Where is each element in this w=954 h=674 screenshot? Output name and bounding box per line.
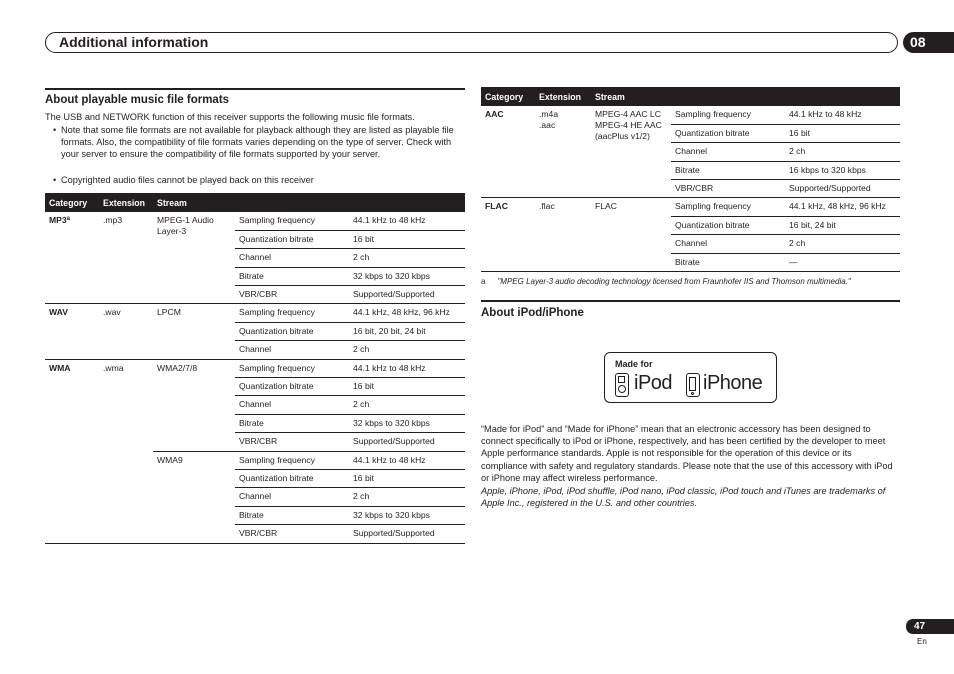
made-for-ipod-badge: [604, 352, 777, 403]
extension-cell: .flac: [535, 198, 591, 272]
stream-line: MPEG-4 HE AAC: [595, 120, 662, 130]
table-row: [481, 106, 900, 124]
stream-cell: WMA2/7/8: [153, 359, 235, 451]
prop-value: 44.1 kHz, 48 kHz, 96 kHz: [349, 304, 465, 322]
category-cell: MP3$^a$: [45, 212, 99, 304]
trademark-paragraph: Apple, iPhone, iPod, iPod shuffle, iPod nano, iPod classic, iPod touch and iTunes are trademarks of Apple Inc., registered in the U.S. and other countries.: [481, 486, 886, 509]
iphone-icon: [686, 373, 700, 397]
stream-line: (aacPlus v1/2): [595, 131, 650, 141]
prop-value: Supported/Supported: [349, 433, 465, 451]
prop-label: Channel: [235, 396, 349, 414]
prop-label: Sampling frequency: [235, 359, 349, 377]
prop-value: 44.1 kHz, 48 kHz, 96 kHz: [785, 198, 900, 216]
footnote: [481, 277, 901, 286]
col-extension: Extension: [535, 87, 591, 106]
section-title-ipod: About iPod/iPhone: [481, 307, 584, 319]
prop-label: Channel: [235, 488, 349, 506]
prop-value: 16 bit: [349, 378, 465, 396]
prop-label: Quantization bitrate: [671, 216, 785, 234]
prop-label: VBR/CBR: [235, 286, 349, 304]
stream-cell: [591, 106, 671, 198]
prop-label: Quantization bitrate: [235, 230, 349, 248]
prop-label: Channel: [235, 341, 349, 359]
prop-value: Supported/Supported: [785, 180, 900, 198]
stream-line: MPEG-4 AAC LC: [595, 109, 661, 119]
prop-value: 2 ch: [349, 249, 465, 267]
prop-value: 16 kbps to 320 kbps: [785, 161, 900, 179]
prop-value: 44.1 kHz to 48 kHz: [785, 106, 900, 124]
bullet-copyright: • Copyrighted audio files cannot be played back on this receiver: [45, 174, 465, 186]
category-cell: FLAC: [481, 198, 535, 272]
extension-cell: .mp3: [99, 212, 153, 304]
prop-value: 2 ch: [785, 143, 900, 161]
prop-value: 16 bit, 20 bit, 24 bit: [349, 322, 465, 340]
prop-value: 16 bit: [785, 124, 900, 142]
prop-value: 32 kbps to 320 kbps: [349, 414, 465, 432]
prop-value: 2 ch: [349, 488, 465, 506]
chapter-number: 08: [903, 32, 954, 53]
col-stream: Stream: [153, 193, 465, 212]
prop-label: Bitrate: [235, 414, 349, 432]
prop-label: Bitrate: [671, 253, 785, 271]
table-row: [45, 304, 465, 322]
prop-value: 2 ch: [349, 396, 465, 414]
prop-label: Bitrate: [671, 161, 785, 179]
footnote-text: "MPEG Layer-3 audio decoding technology licensed from Fraunhofer IIS and Thomson multimedia.": [497, 277, 851, 286]
prop-value: 44.1 kHz to 48 kHz: [349, 359, 465, 377]
category-cell: WMA: [45, 359, 99, 543]
prop-label: Quantization bitrate: [235, 469, 349, 487]
extension-cell: [535, 106, 591, 198]
prop-value: Supported/Supported: [349, 286, 465, 304]
prop-value: 44.1 kHz to 48 kHz: [349, 451, 465, 469]
prop-label: Sampling frequency: [235, 304, 349, 322]
right-format-table: [481, 87, 900, 272]
prop-value: 16 bit: [349, 230, 465, 248]
prop-label: Quantization bitrate: [235, 322, 349, 340]
extension-cell: .wma: [99, 359, 153, 543]
bullet-note: • Note that some file formats are not available for playback although they are listed as playable file formats. Also, the compatibility of file formats varies depending on the type of server. Check with your server to ensure the compatibility of file formats supported by your server.: [45, 124, 465, 161]
table-row: [45, 212, 465, 230]
prop-value: 16 bit: [349, 469, 465, 487]
extension-line: .aac: [539, 120, 556, 130]
prop-label: Bitrate: [235, 267, 349, 285]
prop-label: Bitrate: [235, 506, 349, 524]
prop-label: Sampling frequency: [671, 106, 785, 124]
category-cell: AAC: [481, 106, 535, 198]
stream-cell: WMA9: [153, 451, 235, 543]
badge-ipod-text: iPod: [634, 372, 673, 394]
col-category: Category: [45, 193, 99, 212]
stream-cell: MPEG-1 Audio Layer-3: [153, 212, 235, 304]
prop-value: 2 ch: [785, 235, 900, 253]
stream-cell: FLAC: [591, 198, 671, 272]
stream-cell: LPCM: [153, 304, 235, 359]
prop-label: Quantization bitrate: [235, 378, 349, 396]
prop-label: VBR/CBR: [235, 433, 349, 451]
extension-line: .m4a: [539, 109, 559, 119]
section-rule: [481, 300, 900, 302]
prop-label: Channel: [235, 249, 349, 267]
section-title-formats: About playable music file formats: [45, 94, 230, 106]
intro-text: The USB and NETWORK function of this receiver supports the following music file formats.: [45, 112, 415, 122]
prop-value: Supported/Supported: [349, 525, 465, 543]
prop-label: VBR/CBR: [235, 525, 349, 543]
prop-label: Sampling frequency: [235, 212, 349, 230]
col-extension: Extension: [99, 193, 153, 212]
footnote-mark: a: [481, 277, 486, 286]
prop-label: Sampling frequency: [671, 198, 785, 216]
prop-value: 16 bit, 24 bit: [785, 216, 900, 234]
prop-value: 32 kbps to 320 kbps: [349, 267, 465, 285]
left-format-table: [45, 193, 465, 544]
extension-cell: .wav: [99, 304, 153, 359]
table-row: [45, 359, 465, 377]
prop-label: Channel: [671, 235, 785, 253]
prop-value: —: [785, 253, 900, 271]
page-number: 47: [906, 619, 954, 634]
prop-value: 44.1 kHz to 48 kHz: [349, 212, 465, 230]
col-category: Category: [481, 87, 535, 106]
ipod-paragraph: “Made for iPod” and “Made for iPhone” mean that an electronic accessory has been designed to connect specifically to iPod or iPhone, respectively, and has been certified by the developer to meet Apple performance standards. Apple is not responsible for the operation of this device or its compliance with safety and regulatory standards. Please note that the use of this accessory with iPod or iPhone may affect wireless performance.: [481, 424, 893, 483]
prop-label: Channel: [671, 143, 785, 161]
ipod-icon: [615, 373, 629, 397]
header-title: Additional information: [59, 34, 209, 50]
prop-label: Sampling frequency: [235, 451, 349, 469]
section-rule: [45, 88, 465, 90]
prop-value: 2 ch: [349, 341, 465, 359]
language-code: En: [917, 637, 927, 646]
category-cell: WAV: [45, 304, 99, 359]
col-stream: Stream: [591, 87, 900, 106]
badge-made-for: Made for: [615, 359, 653, 369]
prop-label: VBR/CBR: [671, 180, 785, 198]
badge-iphone-text: iPhone: [703, 372, 763, 394]
prop-label: Quantization bitrate: [671, 124, 785, 142]
prop-value: 32 kbps to 320 kbps: [349, 506, 465, 524]
table-row: [481, 198, 900, 216]
